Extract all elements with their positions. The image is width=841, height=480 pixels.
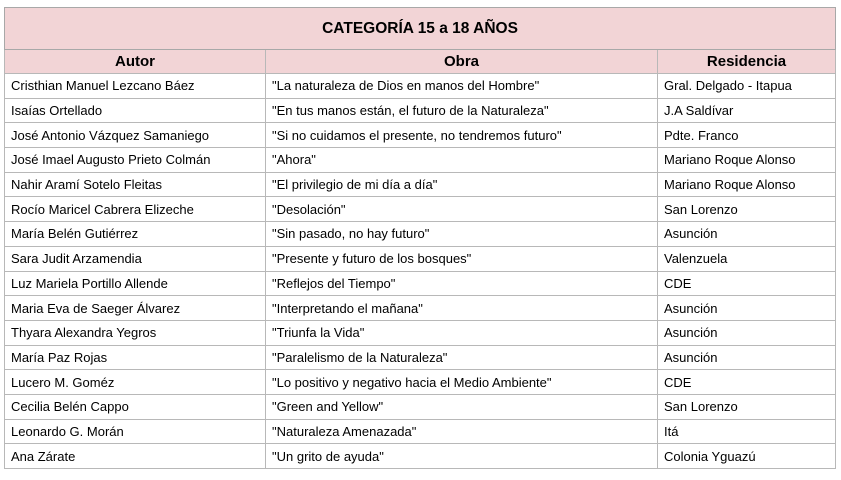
- cell-residencia: CDE: [658, 370, 836, 395]
- table-title: CATEGORÍA 15 a 18 AÑOS: [5, 8, 836, 50]
- cell-autor: Lucero M. Goméz: [5, 370, 266, 395]
- cell-residencia: Mariano Roque Alonso: [658, 148, 836, 173]
- table-row: [5, 123, 836, 148]
- cell-residencia: Gral. Delgado - Itapua: [658, 74, 836, 99]
- table-row: [5, 444, 836, 469]
- table-row: [5, 246, 836, 271]
- results-sheet: [4, 7, 835, 469]
- table-row: [5, 296, 836, 321]
- cell-residencia: Itá: [658, 419, 836, 444]
- table-row: [5, 222, 836, 247]
- cell-autor: Luz Mariela Portillo Allende: [5, 271, 266, 296]
- cell-obra: "Desolación": [266, 197, 658, 222]
- header-autor: Autor: [5, 50, 266, 74]
- results-table: [4, 7, 836, 469]
- header-obra: Obra: [266, 50, 658, 74]
- cell-obra: "Un grito de ayuda": [266, 444, 658, 469]
- cell-obra: "Interpretando el mañana": [266, 296, 658, 321]
- cell-residencia: Valenzuela: [658, 246, 836, 271]
- header-row: [5, 50, 836, 74]
- cell-obra: "El privilegio de mi día a día": [266, 172, 658, 197]
- cell-autor: María Paz Rojas: [5, 345, 266, 370]
- cell-residencia: J.A Saldívar: [658, 98, 836, 123]
- cell-obra: "Lo positivo y negativo hacia el Medio Ambiente": [266, 370, 658, 395]
- cell-obra: "Triunfa la Vida": [266, 320, 658, 345]
- table-row: [5, 74, 836, 99]
- cell-autor: Isaías Ortellado: [5, 98, 266, 123]
- cell-autor: José Antonio Vázquez Samaniego: [5, 123, 266, 148]
- cell-residencia: Mariano Roque Alonso: [658, 172, 836, 197]
- title-row: [5, 8, 836, 50]
- cell-residencia: Asunción: [658, 320, 836, 345]
- table-row: [5, 345, 836, 370]
- cell-autor: Cristhian Manuel Lezcano Báez: [5, 74, 266, 99]
- table-row: [5, 320, 836, 345]
- cell-obra: "En tus manos están, el futuro de la Naturaleza": [266, 98, 658, 123]
- cell-autor: Sara Judit Arzamendia: [5, 246, 266, 271]
- cell-autor: Cecilia Belén Cappo: [5, 394, 266, 419]
- cell-autor: María Belén Gutiérrez: [5, 222, 266, 247]
- cell-obra: "Reflejos del Tiempo": [266, 271, 658, 296]
- cell-obra: "Ahora": [266, 148, 658, 173]
- cell-residencia: Asunción: [658, 296, 836, 321]
- cell-residencia: Colonia Yguazú: [658, 444, 836, 469]
- cell-autor: Thyara Alexandra Yegros: [5, 320, 266, 345]
- table-row: [5, 394, 836, 419]
- cell-autor: Nahir Aramí Sotelo Fleitas: [5, 172, 266, 197]
- cell-autor: Leonardo G. Morán: [5, 419, 266, 444]
- table-row: [5, 419, 836, 444]
- table-body: [5, 74, 836, 469]
- cell-residencia: San Lorenzo: [658, 394, 836, 419]
- cell-obra: "Naturaleza Amenazada": [266, 419, 658, 444]
- cell-residencia: San Lorenzo: [658, 197, 836, 222]
- cell-obra: "La naturaleza de Dios en manos del Hombre": [266, 74, 658, 99]
- cell-obra: "Green and Yellow": [266, 394, 658, 419]
- cell-residencia: CDE: [658, 271, 836, 296]
- table-row: [5, 370, 836, 395]
- cell-residencia: Asunción: [658, 222, 836, 247]
- table-row: [5, 271, 836, 296]
- cell-autor: José Imael Augusto Prieto Colmán: [5, 148, 266, 173]
- header-residencia: Residencia: [658, 50, 836, 74]
- cell-obra: "Sin pasado, no hay futuro": [266, 222, 658, 247]
- cell-autor: Ana Zárate: [5, 444, 266, 469]
- table-row: [5, 197, 836, 222]
- table-row: [5, 148, 836, 173]
- cell-residencia: Pdte. Franco: [658, 123, 836, 148]
- cell-autor: Rocío Maricel Cabrera Elizeche: [5, 197, 266, 222]
- cell-obra: "Presente y futuro de los bosques": [266, 246, 658, 271]
- table-row: [5, 172, 836, 197]
- cell-obra: "Paralelismo de la Naturaleza": [266, 345, 658, 370]
- cell-residencia: Asunción: [658, 345, 836, 370]
- table-row: [5, 98, 836, 123]
- cell-autor: Maria Eva de Saeger Álvarez: [5, 296, 266, 321]
- cell-obra: "Si no cuidamos el presente, no tendremos futuro": [266, 123, 658, 148]
